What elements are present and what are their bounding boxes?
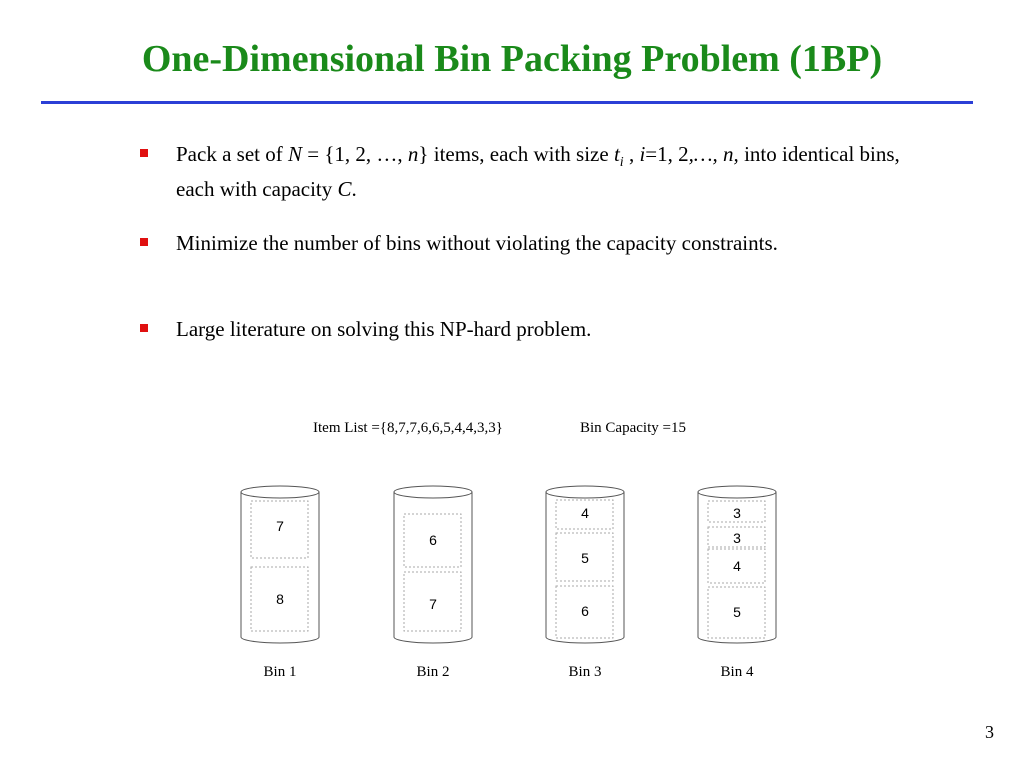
bullet-1-text: =1, 2 — [645, 142, 689, 166]
symbol-range: ,…, n, — [688, 142, 739, 166]
bin-4 — [698, 486, 776, 643]
capacity-caption: Bin Capacity =15 — [580, 420, 686, 436]
bin-label: Bin 1 — [263, 664, 297, 680]
item-size-label: 4 — [581, 505, 589, 521]
symbol-C: C — [337, 177, 352, 201]
item-size-label: 8 — [276, 591, 284, 607]
bin-label: Bin 4 — [720, 664, 754, 680]
bin-label: Bin 3 — [568, 664, 602, 680]
item-list-caption: Item List ={8,7,7,6,6,5,4,4,3,3} — [313, 420, 503, 436]
bin-rim — [546, 486, 624, 498]
bullet-1-text: , — [623, 142, 640, 166]
bullet-1-text: } items, each with size — [418, 142, 614, 166]
bin-rim — [394, 486, 472, 498]
item-size-label: 4 — [733, 558, 741, 574]
symbol-n: n — [407, 142, 419, 166]
item-size-label: 6 — [429, 532, 437, 548]
bin-3 — [546, 486, 624, 643]
bin-label: Bin 2 — [416, 664, 450, 680]
bin-2 — [394, 486, 472, 643]
subscript-i: i — [619, 155, 624, 170]
bullet-2-text: Minimize the number of bins without violating the capacity constraints. — [176, 231, 778, 255]
bin-rim — [241, 486, 319, 498]
set-symbol-N: N — [287, 142, 302, 166]
bullet-3-text: Large literature on solving this NP-hard problem. — [176, 317, 592, 341]
bin-1 — [241, 486, 319, 643]
slide-title: One-Dimensional Bin Packing Problem (1BP) — [141, 38, 883, 80]
bin-rim — [698, 486, 776, 498]
item-size-label: 3 — [733, 530, 741, 546]
bullet-1-text: Pack a set of — [176, 142, 288, 166]
bullet-1-text: into identical bins, each with capacity — [176, 142, 900, 201]
symbol-t: t — [613, 142, 620, 166]
item-size-label: 3 — [733, 505, 741, 521]
item-size-label: 5 — [733, 604, 741, 620]
bullet-1-text: = {1, 2, …, — [301, 142, 408, 166]
item-size-label: 7 — [276, 518, 284, 534]
bullet-1-text: . — [351, 177, 357, 201]
item-size-label: 7 — [429, 596, 437, 612]
page-number: 3 — [985, 722, 994, 742]
item-size-label: 6 — [581, 603, 589, 619]
symbol-i: i — [639, 142, 646, 166]
item-size-label: 5 — [581, 550, 589, 566]
